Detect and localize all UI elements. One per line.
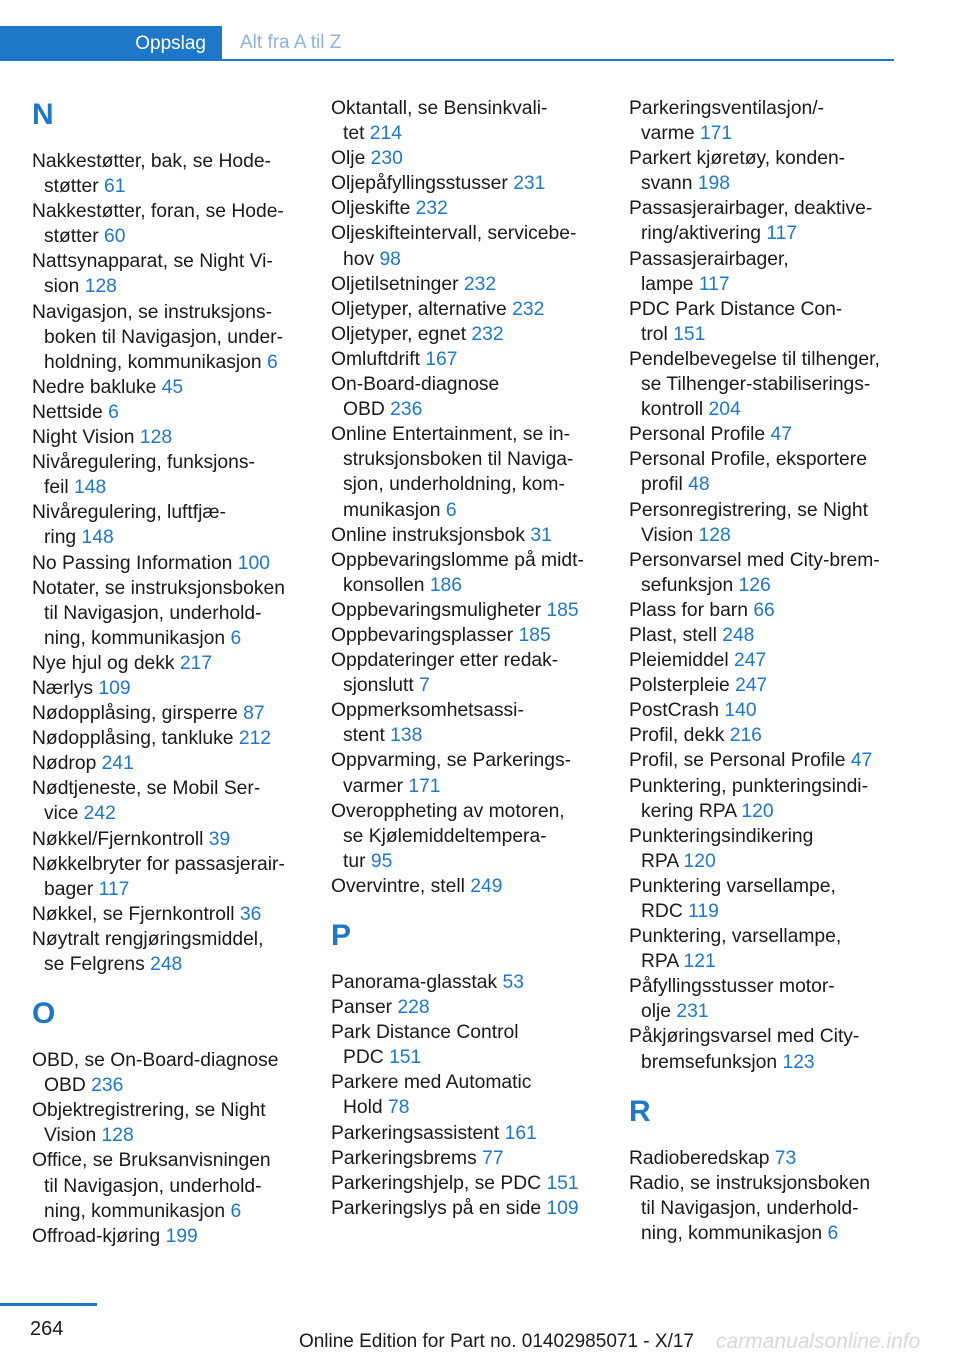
entry-term: Pendelbevegelse til tilhenger, se Tilhenger-stabiliserings- kontroll — [629, 348, 880, 421]
entry-term: Nødrop — [32, 753, 102, 775]
index-entry — [32, 199, 322, 249]
entry-term: PostCrash — [629, 700, 725, 722]
entry-term: Personal Profile — [629, 424, 771, 446]
index-entry — [331, 1020, 621, 1070]
entry-term: Nakkestøtter, bak, se Hode- støtter — [32, 151, 271, 198]
index-entry — [32, 852, 322, 902]
page-link[interactable]: 247 — [734, 650, 767, 672]
page-link[interactable]: 78 — [388, 1097, 410, 1119]
index-entry — [331, 1070, 621, 1120]
page-link[interactable]: 120 — [683, 850, 716, 872]
entry-term: Oljepåfyllingsstusser — [331, 173, 514, 195]
index-entry — [331, 970, 621, 995]
section-letter: P — [331, 919, 352, 952]
entry-term: Notater, se instruksjonsboken til Navigasjon, underhold- ning, kommunikasjon — [32, 577, 285, 649]
index-entry — [32, 500, 322, 550]
index-entry — [32, 300, 322, 375]
index-entry — [32, 1098, 322, 1148]
index-entry — [331, 171, 621, 196]
page-link[interactable]: 151 — [673, 323, 706, 345]
index-entry — [32, 425, 322, 450]
entry-term: OBD, se On-Board-diagnose OBD — [32, 1050, 279, 1097]
page-link[interactable]: 6 — [827, 1222, 839, 1244]
page-link[interactable]: 171 — [408, 775, 441, 797]
index-entry — [32, 751, 322, 776]
page-link[interactable]: 100 — [237, 552, 270, 574]
page-link[interactable]: 7 — [419, 675, 430, 697]
page-link[interactable]: 77 — [482, 1147, 504, 1169]
entry-term: Radioberedskap — [629, 1147, 775, 1169]
index-entry — [32, 827, 322, 852]
entry-term: PDC Park Distance Con- trol — [629, 298, 843, 345]
page-link[interactable]: 61 — [104, 176, 126, 198]
entry-term: Oljeskifte — [331, 198, 416, 220]
index-entry — [331, 1196, 621, 1221]
index-entry — [331, 372, 621, 422]
page-link[interactable]: 148 — [74, 477, 107, 499]
index-entry — [629, 247, 919, 297]
page-link[interactable]: 117 — [766, 223, 798, 245]
entry-term: Profil, se Personal Profile — [629, 750, 851, 772]
page-link[interactable]: 247 — [735, 675, 768, 697]
index-entry — [331, 272, 621, 297]
page-link[interactable]: 53 — [502, 972, 524, 993]
section-letter: N — [32, 98, 54, 131]
index-entry — [629, 648, 919, 673]
index-entry — [331, 1121, 621, 1146]
page-link[interactable]: 231 — [513, 173, 546, 195]
page-link[interactable]: 120 — [741, 800, 774, 822]
entry-term: Punkteringsindikering RPA — [629, 825, 814, 872]
entry-term: Parkert kjøretøy, konden- svann — [629, 148, 846, 195]
entry-term: Nødopplåsing, girsperre — [32, 703, 244, 725]
page-link[interactable]: 31 — [530, 524, 552, 546]
entry-term: Parkere med Automatic Hold — [331, 1072, 532, 1119]
entry-term: Påfyllingsstusser motor- olje — [629, 976, 835, 1023]
entry-term: Nettside — [32, 401, 109, 423]
index-entry — [629, 96, 919, 146]
index-entry — [331, 548, 621, 598]
index-column-2 — [331, 96, 621, 1221]
index-entry — [331, 96, 621, 146]
page-link[interactable]: 140 — [724, 700, 757, 722]
index-entry — [32, 249, 322, 299]
page-link[interactable]: 151 — [546, 1172, 579, 1194]
entry-term: Nøkkelbryter for passasjerair- bager — [32, 853, 285, 900]
entry-term: Personregistrering, se Night Vision — [629, 499, 868, 546]
page-link[interactable]: 6 — [230, 1200, 242, 1222]
index-entry — [331, 221, 621, 271]
index-entry — [331, 995, 621, 1020]
page-link[interactable]: 167 — [425, 348, 458, 370]
entry-term: Oktantall, se Bensinkvali- tet — [331, 98, 548, 145]
page-link[interactable]: 119 — [688, 901, 719, 922]
index-entry — [629, 774, 919, 824]
tab-alt-fra-a-til-z-label: Alt fra A til Z — [240, 31, 342, 53]
index-entry — [629, 723, 919, 748]
entry-term: Oljetilsetninger — [331, 273, 464, 295]
index-entry — [629, 748, 919, 773]
page-link[interactable]: 248 — [722, 624, 755, 646]
index-entry — [331, 598, 621, 623]
index-entry — [32, 726, 322, 751]
page-link[interactable]: 47 — [850, 750, 873, 772]
page-link[interactable]: 249 — [470, 875, 503, 897]
page-link[interactable]: 73 — [774, 1147, 797, 1169]
entry-term: Nedre bakluke — [32, 376, 162, 398]
page-link[interactable]: 6 — [108, 401, 119, 423]
page-link[interactable]: 117 — [698, 273, 730, 295]
index-entry — [331, 799, 621, 874]
page-link[interactable]: 185 — [518, 624, 551, 646]
index-entry — [629, 447, 919, 497]
page-link[interactable]: 217 — [179, 652, 213, 674]
index-entry — [629, 824, 919, 874]
entry-term: Oljetyper, alternative — [331, 298, 513, 320]
entry-term: Plast, stell — [629, 624, 723, 646]
index-entry — [629, 974, 919, 1024]
page-link[interactable]: 45 — [161, 376, 184, 398]
page-link[interactable]: 138 — [390, 725, 423, 747]
entry-term: Parkeringsbrems — [331, 1147, 483, 1169]
index-entry — [331, 347, 621, 372]
page-link[interactable]: 126 — [738, 574, 771, 596]
index-entry — [32, 701, 322, 726]
page-link[interactable]: 109 — [98, 677, 131, 699]
page-link[interactable]: 121 — [683, 951, 716, 973]
page-link[interactable]: 6 — [230, 627, 242, 649]
index-entry — [331, 322, 621, 347]
index-entry — [629, 698, 919, 723]
entry-term: Nærlys — [32, 677, 99, 699]
index-entry — [331, 648, 621, 698]
footer-divider — [0, 1303, 97, 1306]
entry-term: Passasjerairbager, lampe — [629, 248, 789, 295]
index-entry — [629, 673, 919, 698]
entry-term: Oppdateringer etter redak- sjonslutt — [331, 650, 559, 697]
page-link[interactable]: 161 — [504, 1122, 537, 1144]
index-entry — [629, 1146, 919, 1171]
tab-oppslag[interactable] — [0, 26, 222, 61]
page-link[interactable]: 185 — [546, 599, 579, 621]
page-number: 264 — [30, 1318, 64, 1340]
page-link[interactable]: 6 — [266, 351, 278, 373]
page-link[interactable]: 128 — [139, 427, 173, 449]
page-link[interactable]: 199 — [165, 1225, 198, 1247]
page-link[interactable]: 47 — [770, 424, 792, 446]
page-link[interactable]: 231 — [676, 1001, 709, 1023]
page-link[interactable]: 242 — [83, 803, 116, 825]
page-link[interactable]: 128 — [84, 276, 117, 298]
page-link[interactable]: 148 — [81, 527, 114, 549]
page-link[interactable]: 204 — [708, 399, 741, 421]
page-link[interactable]: 186 — [429, 574, 462, 596]
index-entry — [32, 776, 322, 826]
index-entry — [331, 422, 621, 522]
page-link[interactable]: 123 — [782, 1051, 815, 1073]
page-link[interactable]: 109 — [546, 1197, 579, 1219]
entry-term: Panser — [331, 997, 398, 1019]
index-entry — [629, 297, 919, 347]
page-link[interactable]: 60 — [104, 226, 126, 248]
index-entry — [32, 576, 322, 651]
index-entry — [629, 874, 919, 924]
section-letter: R — [629, 1094, 651, 1128]
page-header — [0, 26, 894, 62]
entry-term: Oppmerksomhetsassi- stent — [331, 700, 524, 747]
index-entry — [32, 927, 322, 977]
entry-term: Punktering varsellampe, RDC — [629, 875, 836, 922]
index-entry — [32, 1048, 322, 1098]
entry-term: Parkeringsassistent — [331, 1122, 505, 1144]
entry-term: Passasjerairbager, deaktive- ring/aktivering — [629, 198, 873, 245]
entry-term: Plass for barn — [629, 599, 754, 621]
index-entry — [629, 924, 919, 974]
index-entry — [629, 1171, 919, 1246]
header-divider — [0, 59, 894, 61]
index-entry — [629, 347, 919, 422]
index-entry — [331, 297, 621, 322]
edition-text: Online Edition for Part no. 01402985071 - X/17 — [298, 1331, 694, 1352]
index-entry — [331, 874, 621, 899]
page-link[interactable]: 232 — [463, 273, 497, 295]
index-entry — [32, 1148, 322, 1223]
index-entry — [32, 551, 322, 576]
index-entry — [32, 651, 322, 676]
index-entry — [32, 450, 322, 500]
entry-term: Overvintre, stell — [331, 875, 471, 897]
entry-term: Panorama-glasstak — [331, 972, 503, 993]
entry-term: Objektregistrering, se Night Vision — [32, 1100, 266, 1147]
page-link[interactable]: 241 — [101, 753, 134, 775]
entry-term: Oppvarming, se Parkerings- varmer — [331, 750, 572, 797]
index-entry — [331, 523, 621, 548]
entry-term: Parkeringshjelp, se PDC — [331, 1172, 547, 1194]
index-entry — [331, 1146, 621, 1171]
entry-term: Radio, se instruksjonsboken til Navigasjon, underhold- ning, kommunikasjon — [629, 1172, 871, 1244]
index-entry — [629, 598, 919, 623]
tab-alt-fra-a-til-z[interactable] — [240, 26, 341, 59]
page-link[interactable]: 98 — [379, 248, 401, 270]
entry-term: Påkjøringsvarsel med City- bremsefunksjon — [629, 1026, 860, 1073]
index-entry — [32, 375, 322, 400]
index-entry — [331, 1171, 621, 1196]
index-column-3 — [629, 96, 919, 1246]
index-entry — [331, 623, 621, 648]
entry-term: Personal Profile, eksportere profil — [629, 449, 867, 496]
entry-term: Nøytralt rengjøringsmiddel, se Felgrens — [32, 928, 264, 975]
entry-term: Oljeskifteintervall, servicebe- hov — [331, 223, 577, 270]
entry-term: Nødopplåsing, tankluke — [32, 728, 239, 750]
index-entry — [32, 676, 322, 701]
index-entry — [629, 623, 919, 648]
page-link[interactable]: 95 — [370, 850, 393, 872]
entry-term: Oppbevaringsplasser — [331, 624, 519, 646]
page-link[interactable]: 48 — [688, 474, 710, 496]
page-link[interactable]: 236 — [390, 399, 423, 421]
entry-term: Polsterpleie — [629, 675, 736, 697]
entry-term: Personvarsel med City-brem- sefunksjon — [629, 549, 880, 596]
page-link[interactable]: 216 — [729, 725, 762, 747]
entry-term: Omluftdrift — [331, 348, 426, 370]
entry-term: Punktering, varsellampe, RPA — [629, 926, 842, 973]
index-entry — [629, 196, 919, 246]
entry-term: Navigasjon, se instruksjons- boken til Navigasjon, under- holdning, kommunikasjon — [32, 301, 284, 373]
entry-term: Pleiemiddel — [629, 650, 735, 672]
entry-term: Office, se Bruksanvisningen til Navigasjon, underhold- ning, kommunikasjon — [32, 1150, 271, 1222]
page-link[interactable]: 232 — [512, 298, 545, 320]
entry-term: Nattsynapparat, se Night Vi- sion — [32, 251, 273, 298]
index-entry — [629, 146, 919, 196]
page-link[interactable]: 214 — [369, 123, 402, 145]
page-link[interactable]: 66 — [753, 599, 775, 621]
entry-term: Punktering, punkteringsindi- kering RPA — [629, 775, 869, 822]
index-entry — [331, 698, 621, 748]
page-link[interactable]: 151 — [389, 1047, 422, 1069]
page-link[interactable]: 236 — [91, 1075, 124, 1097]
page-link[interactable]: 39 — [208, 828, 231, 850]
entry-term: Park Distance Control PDC — [331, 1022, 519, 1069]
entry-term: Nakkestøtter, foran, se Hode- støtter — [32, 201, 284, 248]
tab-oppslag-label: Oppslag — [135, 32, 206, 54]
entry-term: Parkeringslys på en side — [331, 1197, 547, 1219]
index-entry — [32, 400, 322, 425]
page-link[interactable]: 228 — [397, 997, 430, 1019]
page-link[interactable]: 232 — [471, 323, 504, 345]
index-entry — [629, 498, 919, 548]
index-entry — [32, 149, 322, 199]
entry-term: Online instruksjonsbok — [331, 524, 531, 546]
page-link[interactable]: 230 — [370, 148, 403, 170]
index-entry — [32, 902, 322, 927]
entry-term: Nivåregulering, funksjons- feil — [32, 452, 255, 499]
entry-term: Nøkkel, se Fjernkontroll — [32, 903, 240, 925]
entry-term: Night Vision — [32, 427, 140, 449]
section-letter: O — [32, 997, 56, 1031]
entry-term: Online Entertainment, se in- struksjonsboken til Naviga- sjon, underholdning, kom- munikasjon — [331, 424, 574, 521]
page-link[interactable]: 117 — [98, 878, 130, 900]
page-link[interactable]: 87 — [243, 703, 265, 725]
page-link[interactable]: 6 — [445, 499, 457, 521]
entry-term: Oppbevaringslomme på midt- konsollen — [331, 549, 584, 596]
page-link[interactable]: 36 — [239, 903, 262, 925]
entry-term: No Passing Information — [32, 552, 238, 574]
page-link[interactable]: 128 — [698, 524, 731, 546]
entry-term: Nøkkel/Fjernkontroll — [32, 828, 209, 850]
watermark: carmanualsonline.info — [716, 1330, 921, 1353]
page-link[interactable]: 128 — [101, 1125, 134, 1147]
entry-term: Nødtjeneste, se Mobil Ser- vice — [32, 778, 261, 825]
index-entry — [331, 196, 621, 221]
entry-term: Oljetyper, egnet — [331, 323, 472, 345]
entry-term: On-Board-diagnose OBD — [331, 374, 500, 421]
entry-term: Overoppheting av motoren, se Kjølemiddeltempera- tur — [331, 800, 565, 872]
entry-term: Olje — [331, 148, 371, 170]
entry-term: Nivåregulering, luftfjæ- ring — [32, 502, 226, 549]
index-entry — [331, 748, 621, 798]
page-link[interactable]: 212 — [238, 728, 272, 750]
page-link[interactable]: 171 — [699, 123, 733, 145]
entry-term: Oppbevaringsmuligheter — [331, 599, 547, 621]
entry-term: Nye hjul og dekk — [32, 652, 180, 674]
entry-term: Parkeringsventilasjon/- varme — [629, 98, 825, 145]
index-column-1 — [32, 96, 322, 1249]
index-entry — [32, 1224, 322, 1249]
index-entry — [629, 548, 919, 598]
entry-term: Profil, dekk — [629, 725, 730, 747]
entry-term: Offroad-kjøring — [32, 1225, 166, 1247]
index-entry — [629, 422, 919, 447]
page-link[interactable]: 198 — [697, 173, 730, 195]
index-entry — [331, 146, 621, 171]
page-link[interactable]: 248 — [150, 954, 183, 975]
index-entry — [629, 1024, 919, 1074]
page-link[interactable]: 232 — [415, 198, 448, 220]
